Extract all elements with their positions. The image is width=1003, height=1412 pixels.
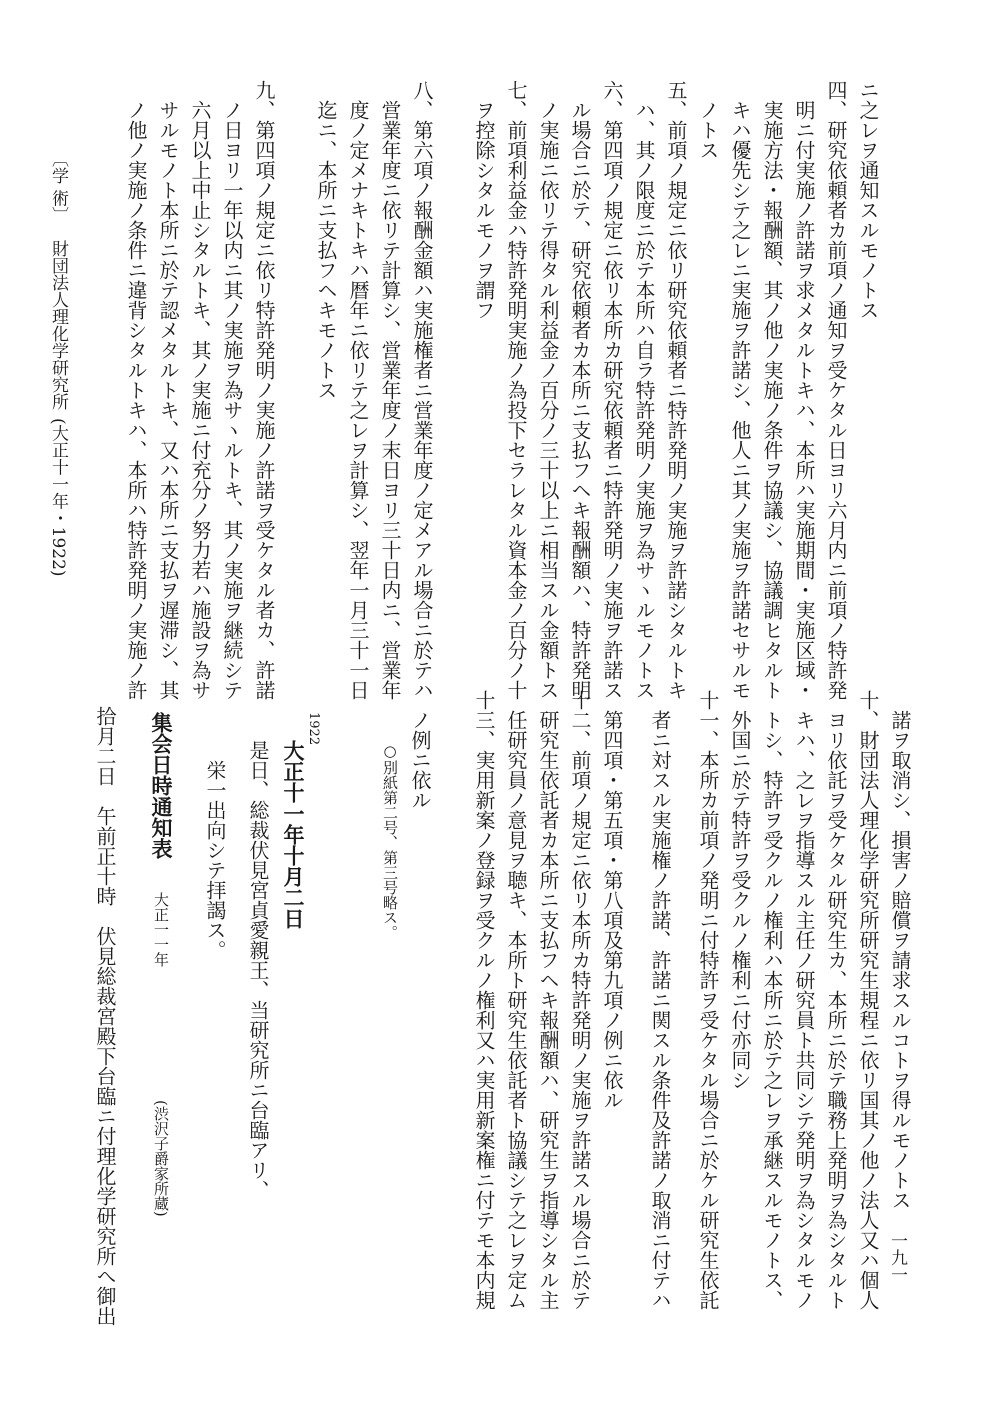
notice-source: (渋沢子爵家所蔵) (152, 1100, 170, 1217)
notice-title: 集会日時通知表 (149, 712, 174, 859)
notice-year: 大正一一年 (152, 892, 170, 967)
upper-column: 四、研究依頼者カ前項ノ通知ヲ受ケタル日ヨリ六月内ニ前項ノ特許発 (824, 80, 848, 700)
lower-column: 研究生依託者カ本所ニ支払フヘキ報酬額ハ、研究生ヲ指導シタル主 (536, 710, 560, 1310)
page-number: 一九一 (887, 1232, 907, 1283)
upper-column: 八、第六項ノ報酬金額ハ実施権者ニ営業年度ノ定メアル場合ニ於テハ (410, 80, 434, 700)
lower-column: 十三、実用新案ノ登録ヲ受クルノ権利又ハ実用新案権ニ付テモ本内規 (472, 690, 496, 1310)
upper-column: ル場合ニ於テ、研究依頼者カ本所ニ支払フヘキ報酬額ハ、特許発明 (568, 100, 592, 700)
upper-column: 明ニ付実施ノ許諾ヲ求メタルトキハ、本所ハ実施期間・実施区域・ (792, 100, 816, 700)
lower-column: 諾ヲ取消シ、損害ノ賠償ヲ請求スルコトヲ得ルモノトス (888, 710, 912, 1210)
upper-column: ノ他ノ実施ノ条件ニ違背シタルトキハ、本所ハ特許発明ノ実施ノ許 (124, 100, 148, 700)
header-era: (大正十一年・1922) (48, 418, 68, 577)
lower-column: 外国ニ於テ特許ヲ受クルノ権利ニ付亦同シ (728, 710, 752, 1090)
upper-column: 九、第四項ノ規定ニ依リ特許発明ノ実施ノ許諾ヲ受ケタル者カ、許諾 (252, 80, 276, 700)
lower-column: ヨリ依託ヲ受ケタル研究生カ、本所ニ於テ職務上発明ヲ為シタルト (824, 710, 848, 1310)
upper-column: 六月以上中止シタルトキ、其ノ実施ニ付充分ノ努力若ハ施設ヲ為サ (188, 100, 212, 700)
header-organization: 財団法人理化学研究所 (48, 240, 68, 410)
upper-column: ノ日ヨリ一年以内ニ其ノ実施ヲ為サヽルトキ、其ノ実施ヲ継続シテ (220, 100, 244, 700)
diary-western-year: 1922 (306, 712, 321, 746)
upper-column: キハ優先シテ之レニ実施ヲ許諾シ、他人ニ其ノ実施ヲ許諾セサルモ (728, 100, 752, 700)
upper-column: 営業年度ニ依リテ計算シ、営業年度ノ末日ヨリ三十日内ニ、営業年 (378, 100, 402, 700)
notice-entry: 拾月二日 午前正十時 伏見総裁宮殿下台臨ニ付理化学研究所へ御出 (93, 706, 117, 1326)
diary-line: 栄一出向シテ拝謁ス。 (203, 760, 227, 960)
upper-column: 実施方法・報酬額、其ノ他ノ実施ノ条件ヲ協議シ、協議調ヒタルト (760, 100, 784, 700)
upper-column: ヲ控除シタルモノヲ謂フ (472, 100, 496, 320)
omission-note: ○別紙第二号、第三号略ス。 (381, 742, 399, 940)
upper-column: 五、前項ノ規定ニ依リ研究依頼者ニ特許発明ノ実施ヲ許諾シタルトキ (664, 80, 688, 700)
upper-column: ノトス (696, 100, 720, 160)
lower-column: 者ニ対スル実施権ノ許諾、許諾ニ関スル条件及許諾ノ取消ニ付テハ (648, 710, 672, 1310)
upper-column: 七、前項利益金ハ特許発明実施ノ為投下セラレタル資本金ノ百分ノ十 (504, 80, 528, 700)
upper-column: 迄ニ、本所ニ支払フヘキモノトス (314, 100, 338, 400)
upper-column: ニ之レヲ通知スルモノトス (856, 80, 880, 320)
upper-column: サルモノト本所ニ於テ認メタルトキ、又ハ本所ニ支払ヲ遅滞シ、其 (156, 100, 180, 700)
upper-column: ハ、其ノ限度ニ於テ本所ハ自ラ特許発明ノ実施ヲ為サヽルモノトス (632, 100, 656, 700)
upper-column: 六、第四項ノ規定ニ依リ本所カ研究依頼者ニ特許発明ノ実施ヲ許諾ス (600, 80, 624, 700)
lower-column: 任研究員ノ意見ヲ聴キ、本所ト研究生依託者ト協議シテ之レヲ定ム (504, 710, 528, 1310)
diary-date-heading: 大正十一年十月二日 (281, 740, 306, 929)
upper-column: 度ノ定メナキトキハ暦年ニ依リテ之レヲ計算シ、翌年一月三十一日 (346, 100, 370, 700)
lower-column: 十、財団法人理化学研究所研究生規程ニ依リ国其ノ他ノ法人又ハ個人 (856, 690, 880, 1310)
lower-column: 十一、本所カ前項ノ発明ニ付特許ヲ受ケタル場合ニ於ケル研究生依託 (696, 690, 720, 1310)
header-section-label: 〔学 術〕 (48, 150, 68, 224)
lower-column: キハ、之レヲ指導スル主任ノ研究員ト共同シテ発明ヲ為シタルモノ (792, 710, 816, 1310)
lower-column: 第四項・第五項・第八項及第九項ノ例ニ依ル (600, 710, 624, 1110)
lower-column: トシ、特許ヲ受クルノ権利ハ本所ニ於テ之レヲ承継スルモノトス、 (760, 710, 784, 1310)
lower-column: 十二、前項ノ規定ニ依リ本所カ特許発明ノ実施ヲ許諾スル場合ニ於テ (568, 690, 592, 1310)
diary-line: 是日、総裁伏見宮貞愛親王、当研究所ニ台臨アリ、 (246, 740, 270, 1200)
lower-column: ノ例ニ依ル (408, 710, 432, 810)
upper-column: ノ実施ニ依リテ得タル利益金ノ百分ノ三十以上ニ相当スル金額トス (536, 100, 560, 700)
